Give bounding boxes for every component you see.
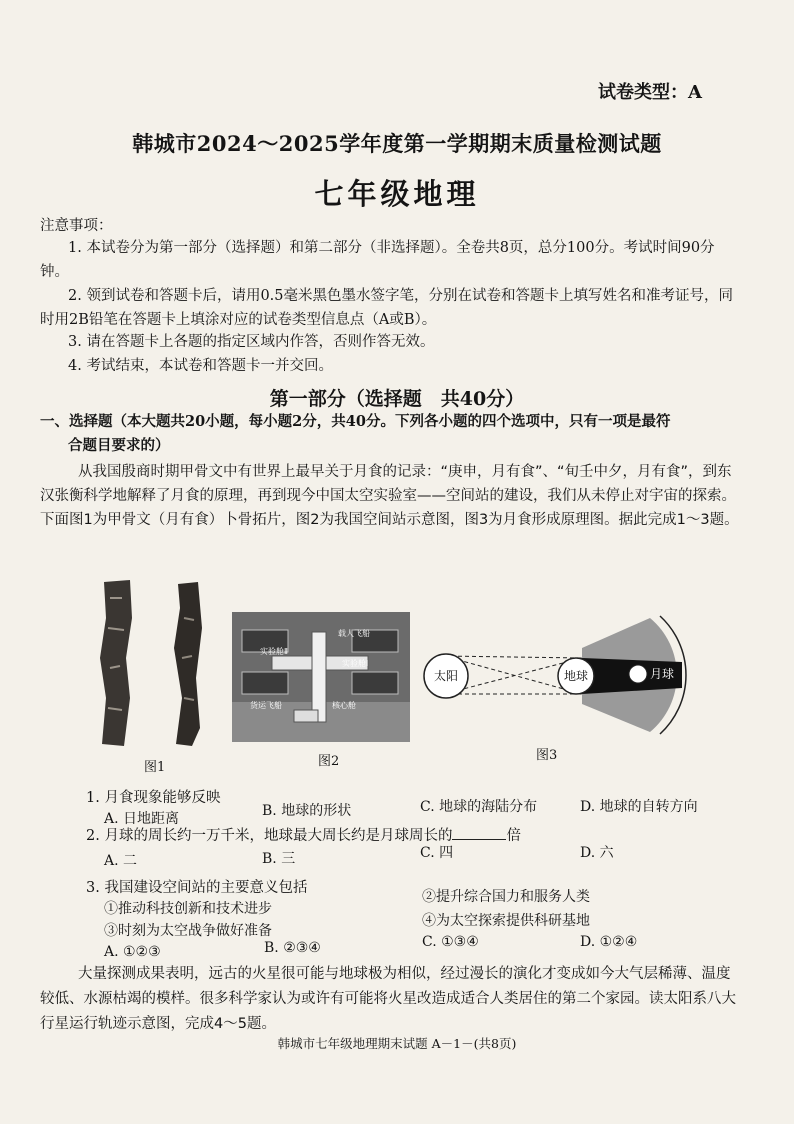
fig2-label-d: 货运飞船 — [250, 701, 282, 710]
q3-option-c: C. ①③④ — [422, 934, 479, 950]
q2-stem-post: 倍 — [506, 828, 521, 844]
passage-1: 从我国殷商时期甲骨文中有世界上最早关于月食的记录：“庚申，月有食”、“旬壬中夕，月有食”，到东汉张衡科学地解释了月食的原理，再到现今中国太空实验室——空间站的建设，我们从未停止对宇宙的探索。下面图1为甲骨文（月有食）卜骨拓片，图2为我国空间站示意图，图3为月食形成原理图。据此完成1～3题。 — [40, 464, 739, 528]
fig3-eclipse-diagram — [422, 608, 722, 738]
fig2-label-b: 实验舱Ⅱ — [260, 647, 288, 656]
q2-option-d: D. 六 — [580, 845, 614, 861]
part1-title: 第一部分（选择题 共40分） — [269, 388, 525, 410]
fig1-caption: 图1 — [144, 760, 166, 775]
paper-type: 试卷类型：A — [598, 82, 702, 103]
notice-item-4: 4. 考试结束，本试卷和答题卡一并交回。 — [68, 358, 333, 374]
fig3-label-sun: 太阳 — [434, 669, 459, 683]
section-line-2: 合题目要求的） — [68, 437, 170, 454]
fig2-space-station-image — [232, 612, 410, 742]
notice-item-3: 3. 请在答题卡上各题的指定区域内作答，否则作答无效。 — [68, 334, 435, 350]
exam-title: 韩城市2024～2025学年度第一学期期末质量检测试题 — [132, 131, 662, 156]
question-1-stem: 1. 月食现象能够反映 — [86, 790, 221, 806]
q1-option-d: D. 地球的自转方向 — [580, 799, 698, 815]
fig1-oracle-bone-image — [96, 578, 214, 750]
notice-heading: 注意事项： — [40, 218, 113, 234]
q2-option-b: B. 三 — [262, 851, 296, 867]
q2-option-a: A. 二 — [104, 853, 138, 869]
section-line-1: 一、选择题（本大题共20小题，每小题2分，共40分。下列各小题的四个选项中，只有一项是最符 — [40, 413, 671, 430]
q3-item-3: ③时刻为太空战争做好准备 — [104, 923, 272, 939]
page-footer: 韩城市七年级地理期末试题 A－1－(共8页) — [277, 1036, 517, 1051]
passage-2: 大量探测成果表明，远古的火星很可能与地球极为相似，经过漫长的演化才变成如今大气层稀薄、温度较低、水源枯竭的模样。很多科学家认为或许有可能将火星改造成适合人类居住的第二个家园。读太阳系八大行星运行轨迹示意图，完成4～5题。 — [40, 966, 736, 1032]
q1-option-c: C. 地球的海陆分布 — [420, 799, 538, 815]
q3-option-b: B. ②③④ — [264, 940, 321, 956]
question-3-stem: 3. 我国建设空间站的主要意义包括 — [86, 880, 308, 896]
q2-option-c: C. 四 — [420, 845, 454, 861]
fig2-label-a: 载人飞船 — [338, 629, 370, 638]
fig2-label-e: 核心舱 — [332, 701, 356, 710]
q1-option-a: A. 日地距离 — [104, 811, 180, 827]
q3-option-a: A. ①②③ — [104, 944, 161, 960]
q3-option-d: D. ①②④ — [580, 934, 638, 950]
exam-subtitle: 七年级地理 — [314, 177, 480, 211]
section-instructions — [40, 410, 740, 458]
q1-option-b: B. 地球的形状 — [262, 803, 352, 819]
q2-stem-pre: 2. 月球的周长约一万千米，地球最大周长约是月球周长的 — [86, 828, 453, 844]
q3-item-1: ①推动科技创新和技术进步 — [104, 901, 272, 917]
fig3-label-moon: 月球 — [650, 667, 675, 681]
fig3-label-earth: 地球 — [564, 669, 589, 683]
notice-item-1: 1. 本试卷分为第一部分（选择题）和第二部分（非选择题）。全卷共8页，总分100分。考试时间90分钟。 — [40, 240, 715, 280]
notice-item-2: 2. 领到试卷和答题卡后，请用0.5毫米黑色墨水签字笔，分别在试卷和答题卡上填写姓名和准考证号，同时用2B铅笔在答题卡上填涂对应的试卷类型信息点（A或B）。 — [40, 288, 733, 328]
fig2-caption: 图2 — [318, 754, 340, 769]
fig2-label-c: 实验舱Ⅰ — [342, 659, 369, 668]
q3-item-2: ②提升综合国力和服务人类 — [422, 889, 590, 905]
fig3-caption: 图3 — [536, 748, 558, 763]
q3-item-4: ④为太空探索提供科研基地 — [422, 913, 590, 929]
question-2-stem — [86, 824, 521, 845]
q2-answer-blank — [452, 825, 506, 840]
